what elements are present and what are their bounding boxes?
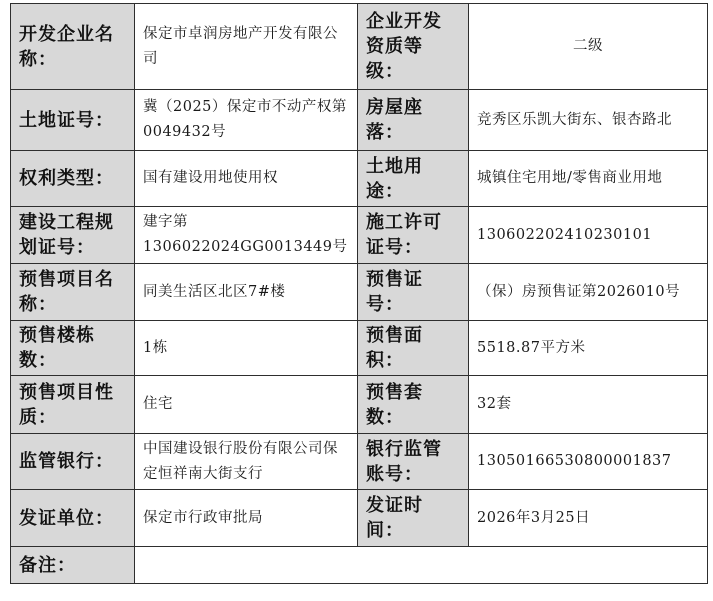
project-nature-value: 住宅 (135, 376, 358, 434)
presale-area-label: 预售面积： (358, 321, 469, 376)
supervising-bank-value: 中国建设银行股份有限公司保定恒祥南大街支行 (135, 434, 358, 490)
supervision-account-value: 13050166530800001837 (469, 434, 708, 490)
presale-certificate-value: （保）房预售证第2026010号 (469, 264, 708, 321)
presale-permit-table (10, 3, 708, 584)
building-count-label: 预售楼栋数： (11, 321, 135, 376)
supervising-bank-label: 监管银行： (11, 434, 135, 490)
presale-certificate-label: 预售证号： (358, 264, 469, 321)
project-name-label: 预售项目名称： (11, 264, 135, 321)
construction-permit-value: 130602202410230101 (469, 207, 708, 264)
project-name-value: 同美生活区北区7#楼 (135, 264, 358, 321)
table-row (11, 4, 708, 90)
right-type-value: 国有建设用地使用权 (135, 151, 358, 207)
construction-permit-label: 施工许可证号： (358, 207, 469, 264)
table-row (11, 434, 708, 490)
remark-value (135, 547, 708, 584)
presale-area-value: 5518.87平方米 (469, 321, 708, 376)
property-location-label: 房屋座落： (358, 90, 469, 151)
table-row (11, 151, 708, 207)
issuing-authority-label: 发证单位： (11, 490, 135, 547)
qualification-level-value: 二级 (469, 4, 708, 90)
unit-count-value: 32套 (469, 376, 708, 434)
table-row (11, 207, 708, 264)
issue-date-label: 发证时间： (358, 490, 469, 547)
qualification-level-label: 企业开发资质等级： (358, 4, 469, 90)
building-count-value: 1栋 (135, 321, 358, 376)
project-nature-label: 预售项目性质： (11, 376, 135, 434)
table-row (11, 264, 708, 321)
issue-date-value: 2026年3月25日 (469, 490, 708, 547)
table-row (11, 547, 708, 584)
planning-permit-value: 建字第1306022024GG0013449号 (135, 207, 358, 264)
table-row (11, 90, 708, 151)
developer-name-value: 保定市卓润房地产开发有限公司 (135, 4, 358, 90)
developer-name-label: 开发企业名称： (11, 4, 135, 90)
remark-label: 备注： (11, 547, 135, 584)
table-row (11, 376, 708, 434)
land-certificate-label: 土地证号： (11, 90, 135, 151)
land-certificate-value: 冀（2025）保定市不动产权第0049432号 (135, 90, 358, 151)
property-location-value: 竞秀区乐凯大街东、银杏路北 (469, 90, 708, 151)
planning-permit-label: 建设工程规划证号： (11, 207, 135, 264)
table-row (11, 490, 708, 547)
unit-count-label: 预售套数： (358, 376, 469, 434)
table-row (11, 321, 708, 376)
land-use-label: 土地用途： (358, 151, 469, 207)
right-type-label: 权利类型： (11, 151, 135, 207)
issuing-authority-value: 保定市行政审批局 (135, 490, 358, 547)
supervision-account-label: 银行监管账号： (358, 434, 469, 490)
land-use-value: 城镇住宅用地/零售商业用地 (469, 151, 708, 207)
